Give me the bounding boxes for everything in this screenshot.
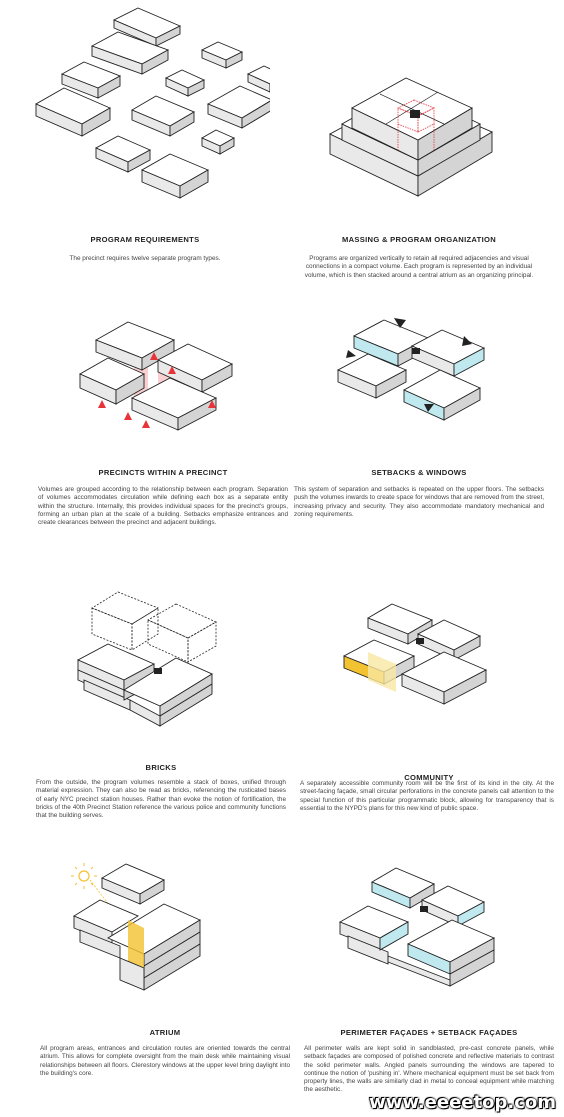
sun-icon <box>71 863 97 889</box>
panel-title: MASSING & PROGRAM ORGANIZATION <box>342 235 496 244</box>
panel-community <box>300 580 554 840</box>
panel-precincts <box>38 300 288 560</box>
panel-title: PRECINCTS WITHIN A PRECINCT <box>98 468 228 477</box>
panel-description: This system of separation and setbacks is repeated on the upper floors. The setbacks push the volumes inwards to create space for windows that are removed from the street, increasing privacy and security. They also accommodate mandatory mechanical and zoning requirements. <box>294 486 544 518</box>
panel-title: SETBACKS & WINDOWS <box>371 468 467 477</box>
block-5 <box>166 70 204 96</box>
block-9 <box>208 86 270 128</box>
panel-title: PERIMETER FAÇADES + SETBACK FAÇADES <box>340 1028 518 1037</box>
panel-description: All program areas, entrances and circulation routes are oriented towards the central atrium. This allows for complete oversight from the main desk while maintaining visual relationships between all floors. Clerestory windows at the upper level bring daylight into the building's core. <box>40 1045 290 1077</box>
atrium-diagram <box>40 850 290 1020</box>
precincts-diagram <box>38 300 288 460</box>
perimeter-volumes <box>340 868 494 986</box>
block-10 <box>96 136 150 172</box>
setbacks-diagram <box>294 300 544 460</box>
watermark: www.eeeetop.com <box>369 1092 556 1113</box>
panel-perimeter <box>304 850 554 1110</box>
panel-atrium <box>40 850 290 1090</box>
panel-title: ATRIUM <box>149 1028 181 1037</box>
block-12 <box>142 154 208 198</box>
setback-volumes <box>338 320 484 420</box>
massing-diagram <box>294 0 544 215</box>
panel-program-requirements <box>20 0 270 270</box>
block-8 <box>132 96 194 136</box>
block-6 <box>248 66 270 92</box>
panel-setbacks <box>294 300 544 560</box>
panel-massing <box>294 0 544 290</box>
perimeter-diagram <box>304 850 554 1020</box>
panel-title: PROGRAM REQUIREMENTS <box>90 235 200 244</box>
panel-description: From the outside, the program volumes resemble a stack of boxes, unified through material expression. They can also be read as bricks, referencing the rusticated bases of early NYC precinct station houses. Rather than evoke the notion of fortification, the bricks of the 40th Precinct Station reference the various police and community functions that the building serves. <box>36 779 286 820</box>
panel-description: All perimeter walls are kept solid in sandblasted, pre-cast concrete panels, while setback façades are composed of polished concrete and reflective materials to contrast the solid perimeter walls. Angled panels surrounding the windows are tapered to continue the notion of 'pushing in'. Where mechanical equipment must be set back from property lines, the walls are similarly clad in metal to conceal equipment while matching the aesthetic. <box>304 1045 554 1094</box>
block-11 <box>202 130 234 154</box>
block-3 <box>202 42 242 68</box>
bricks-diagram <box>36 580 286 750</box>
panel-title: COMMUNITY <box>404 773 454 782</box>
brick-stack <box>78 644 212 726</box>
panel-description: Programs are organized vertically to retain all required adjacencies and visual connections in a compact volume. Each program is represented by an individual volume, which is then stacked around a central atrium as an organizing principal. <box>304 255 534 279</box>
panel-description: Volumes are grouped according to the relationship between each program. Separation of volumes accommodates circulation while defining each box as a separate entity within the structure. Internally, this provides individual spaces for the precinct's groups, forming an urban plan at the scale of a building. Setbacks emphasize entrances and create clearances between the precinct and adjacent buildings. <box>38 486 288 527</box>
panel-description: A separately accessible community room will be the first of its kind in the city. At the street-facing façade, small circular perforations in the concrete panels call attention to the special function of this particular programmatic block, allowing for transparency that is essential to the NYPD's plans for this new kind of public space. <box>300 780 554 812</box>
program-blocks-diagram <box>20 0 270 215</box>
community-diagram <box>304 580 554 750</box>
panel-description: The precinct requires twelve separate program types. <box>69 255 221 262</box>
panel-title: BRICKS <box>145 763 177 772</box>
community-volumes <box>344 604 486 704</box>
atrium-volumes <box>74 864 200 990</box>
panel-bricks <box>36 580 286 840</box>
